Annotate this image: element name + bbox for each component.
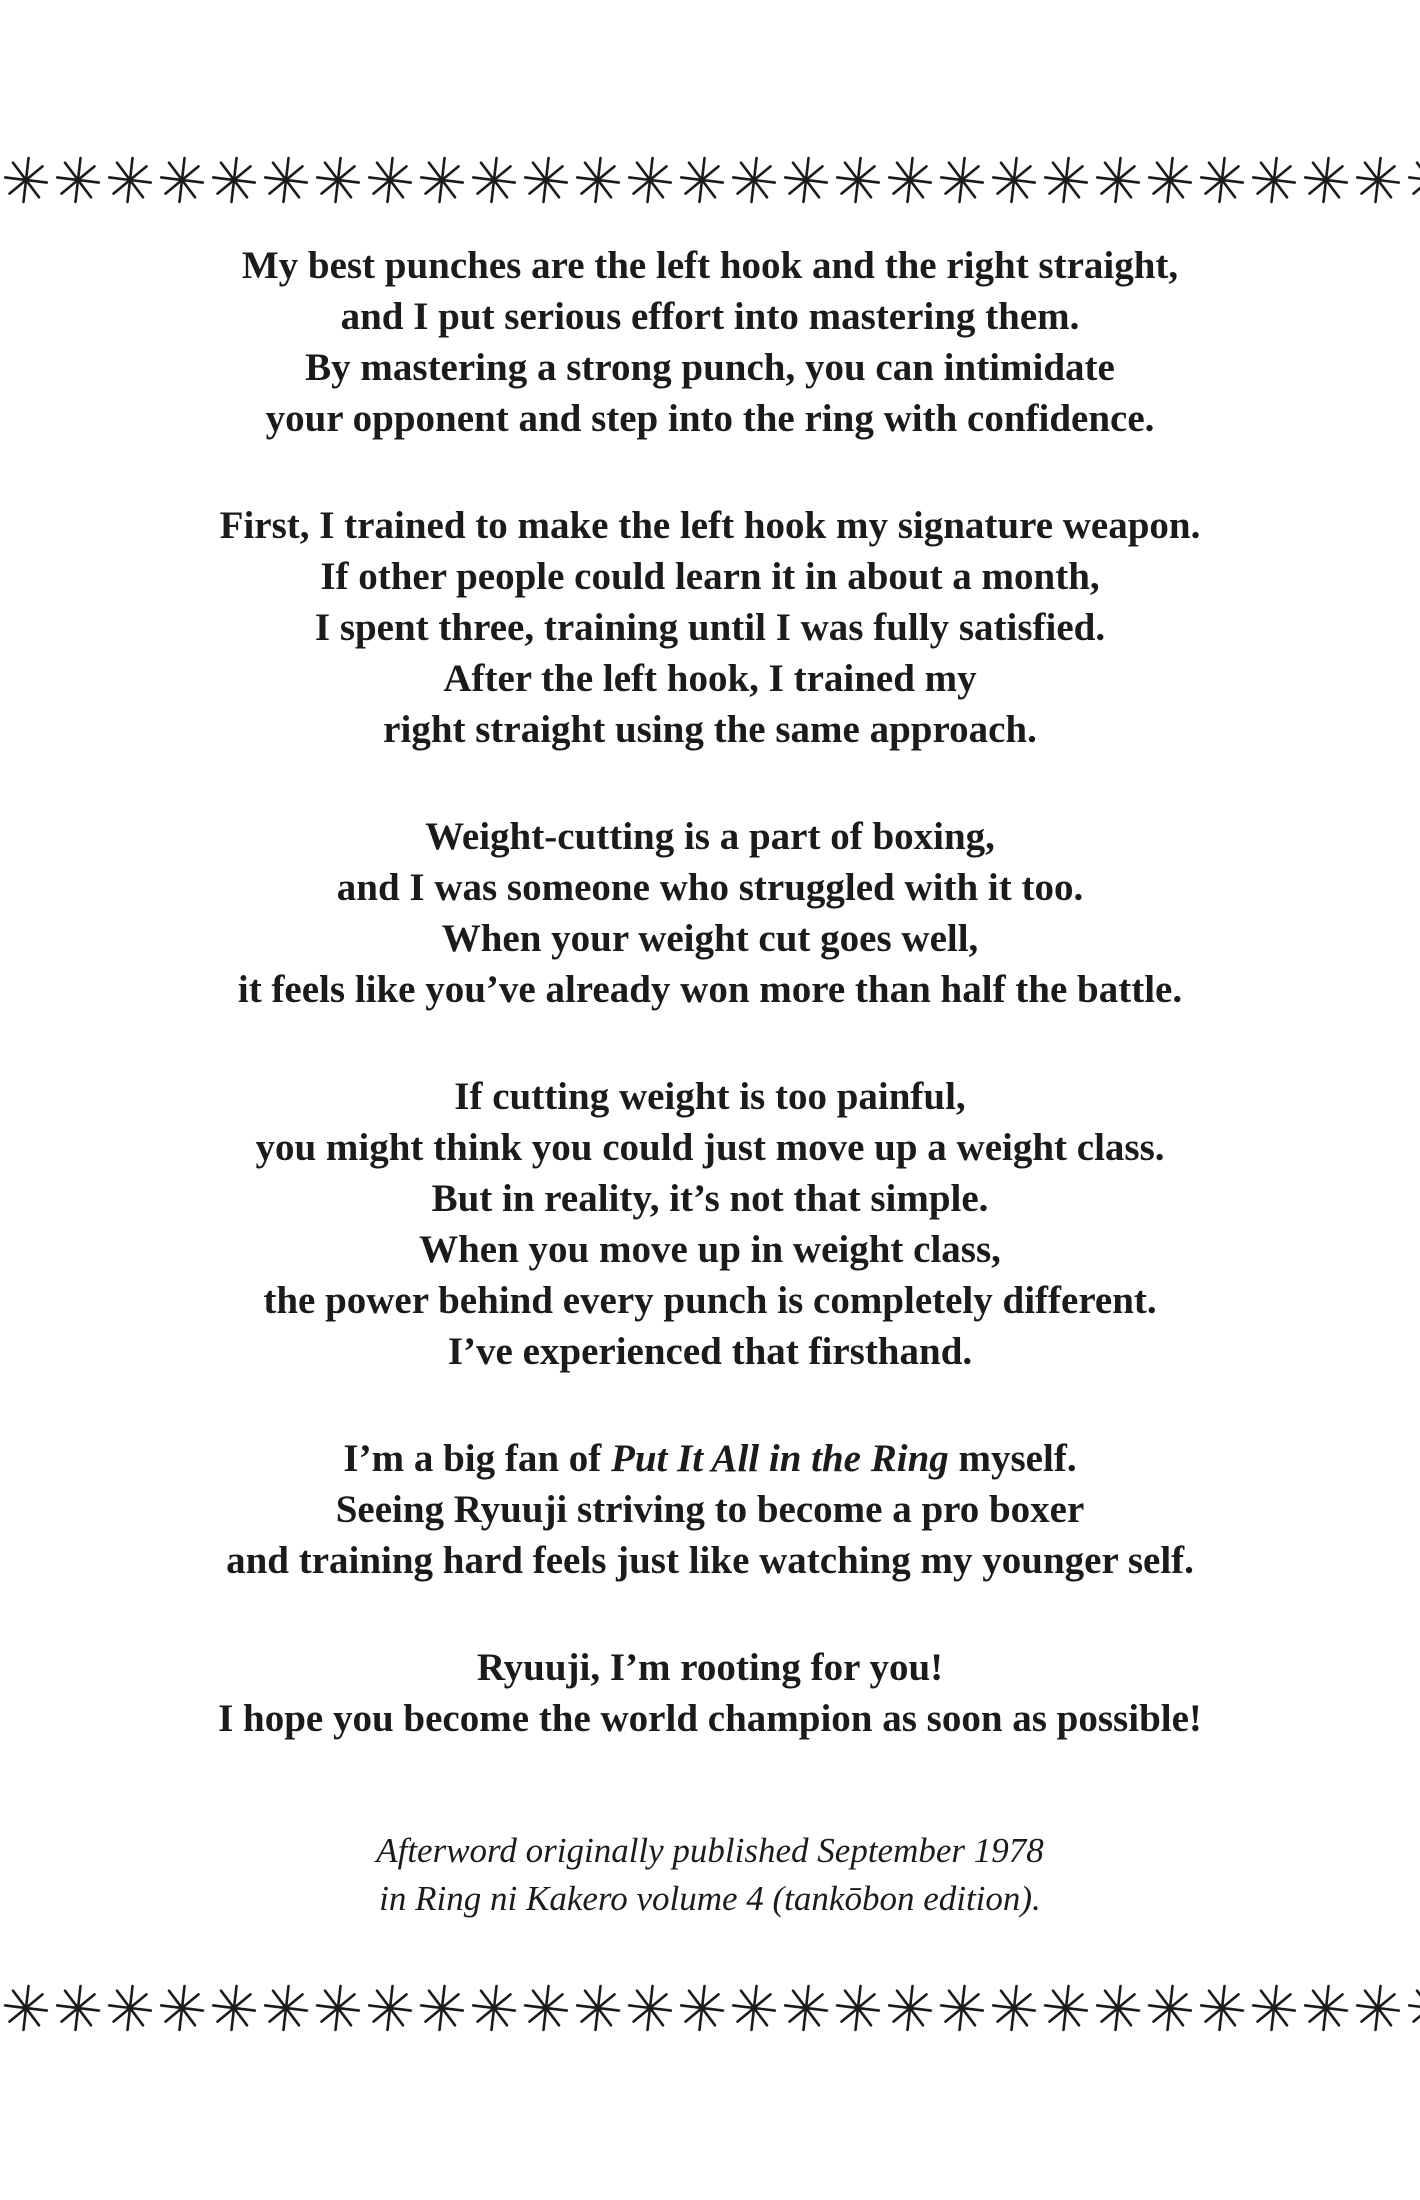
paragraph-weight-cutting xyxy=(0,811,1420,1015)
asterisk-icon xyxy=(104,1976,156,2040)
asterisk-icon xyxy=(1404,148,1420,212)
asterisk-icon xyxy=(624,148,676,212)
asterisk-icon xyxy=(884,148,936,212)
text-line: My best punches are the left hook and the right straight, xyxy=(241,244,1179,287)
asterisk-icon xyxy=(416,148,468,212)
text-line: it feels like you’ve already won more than half the battle. xyxy=(237,968,1183,1011)
asterisk-icon xyxy=(1092,148,1144,212)
asterisk-icon xyxy=(988,148,1040,212)
asterisk-icon xyxy=(1196,1976,1248,2040)
text-line: the power behind every punch is completely different. xyxy=(263,1279,1157,1322)
paragraph-weight-class xyxy=(0,1071,1420,1377)
text-line: First, I trained to make the left hook my signature weapon. xyxy=(219,504,1201,547)
asterisk-icon xyxy=(884,1976,936,2040)
asterisk-icon xyxy=(832,148,884,212)
text-line: I spent three, training until I was fully satisfied. xyxy=(314,606,1106,649)
asterisk-icon xyxy=(572,1976,624,2040)
text-line: Ryuuji, I’m rooting for you! xyxy=(476,1646,944,1689)
bottom-asterisk-border xyxy=(0,1976,1420,2040)
asterisk-icon xyxy=(780,148,832,212)
text-line: When you move up in weight class, xyxy=(419,1228,1001,1271)
text-line: I’ve experienced that firsthand. xyxy=(447,1330,973,1373)
asterisk-icon xyxy=(988,1976,1040,2040)
asterisk-icon xyxy=(936,148,988,212)
text-segment: myself. xyxy=(948,1437,1077,1480)
asterisk-icon xyxy=(52,1976,104,2040)
asterisk-icon xyxy=(572,148,624,212)
text-line: your opponent and step into the ring with confidence. xyxy=(265,397,1155,440)
text-line: When your weight cut goes well, xyxy=(441,917,979,960)
asterisk-icon xyxy=(1144,148,1196,212)
asterisk-icon xyxy=(624,1976,676,2040)
credit-line: in Ring ni Kakero volume 4 (tankōbon edition). xyxy=(379,1879,1041,1918)
asterisk-icon xyxy=(1352,148,1404,212)
asterisk-icon xyxy=(208,1976,260,2040)
asterisk-icon xyxy=(520,148,572,212)
asterisk-icon xyxy=(1404,1976,1420,2040)
text-line: and I put serious effort into mastering them. xyxy=(340,295,1080,338)
text-line: Seeing Ryuuji striving to become a pro boxer xyxy=(335,1488,1085,1531)
asterisk-icon xyxy=(0,148,52,212)
asterisk-icon xyxy=(520,1976,572,2040)
publication-credit xyxy=(0,1827,1420,1923)
asterisk-icon xyxy=(1196,148,1248,212)
asterisk-icon xyxy=(260,1976,312,2040)
asterisk-icon xyxy=(676,1976,728,2040)
paragraph-punches xyxy=(0,240,1420,444)
asterisk-icon xyxy=(312,148,364,212)
text-segment: I’m a big fan of xyxy=(343,1437,612,1480)
asterisk-icon xyxy=(832,1976,884,2040)
text-line: and I was someone who struggled with it too. xyxy=(336,866,1084,909)
asterisk-icon xyxy=(728,148,780,212)
asterisk-icon xyxy=(676,148,728,212)
asterisk-icon xyxy=(1352,1976,1404,2040)
text-line: If other people could learn it in about a month, xyxy=(320,555,1100,598)
asterisk-icon xyxy=(156,148,208,212)
asterisk-icon xyxy=(260,148,312,212)
asterisk-icon xyxy=(728,1976,780,2040)
paragraph-training xyxy=(0,500,1420,755)
afterword-body xyxy=(0,240,1420,1744)
asterisk-icon xyxy=(208,148,260,212)
text-line: If cutting weight is too painful, xyxy=(454,1075,966,1118)
asterisk-icon xyxy=(1040,1976,1092,2040)
asterisk-icon xyxy=(936,1976,988,2040)
text-line: I hope you become the world champion as soon as possible! xyxy=(218,1697,1202,1740)
asterisk-icon xyxy=(468,148,520,212)
asterisk-icon xyxy=(364,1976,416,2040)
text-line: But in reality, it’s not that simple. xyxy=(431,1177,989,1220)
asterisk-icon xyxy=(0,1976,52,2040)
asterisk-icon xyxy=(1092,1976,1144,2040)
text-line: After the left hook, I trained my xyxy=(443,657,977,700)
asterisk-icon xyxy=(1248,148,1300,212)
paragraph-rooting xyxy=(0,1642,1420,1744)
asterisk-icon xyxy=(1040,148,1092,212)
asterisk-icon xyxy=(156,1976,208,2040)
text-line: By mastering a strong punch, you can intimidate xyxy=(305,346,1115,389)
asterisk-icon xyxy=(1300,148,1352,212)
text-line xyxy=(0,1433,1420,1484)
text-line: right straight using the same approach. xyxy=(383,708,1037,751)
asterisk-icon xyxy=(416,1976,468,2040)
asterisk-icon xyxy=(312,1976,364,2040)
top-asterisk-border xyxy=(0,148,1420,212)
text-line: and training hard feels just like watching my younger self. xyxy=(226,1539,1194,1582)
asterisk-icon xyxy=(1144,1976,1196,2040)
series-title: Put It All in the Ring xyxy=(611,1437,949,1480)
text-line: you might think you could just move up a weight class. xyxy=(255,1126,1165,1169)
paragraph-fan xyxy=(0,1433,1420,1586)
asterisk-icon xyxy=(364,148,416,212)
credit-line: Afterword originally published September 1978 xyxy=(376,1831,1044,1870)
text-line: Weight-cutting is a part of boxing, xyxy=(425,815,995,858)
asterisk-icon xyxy=(1300,1976,1352,2040)
asterisk-icon xyxy=(780,1976,832,2040)
asterisk-icon xyxy=(1248,1976,1300,2040)
asterisk-icon xyxy=(52,148,104,212)
asterisk-icon xyxy=(468,1976,520,2040)
asterisk-icon xyxy=(104,148,156,212)
